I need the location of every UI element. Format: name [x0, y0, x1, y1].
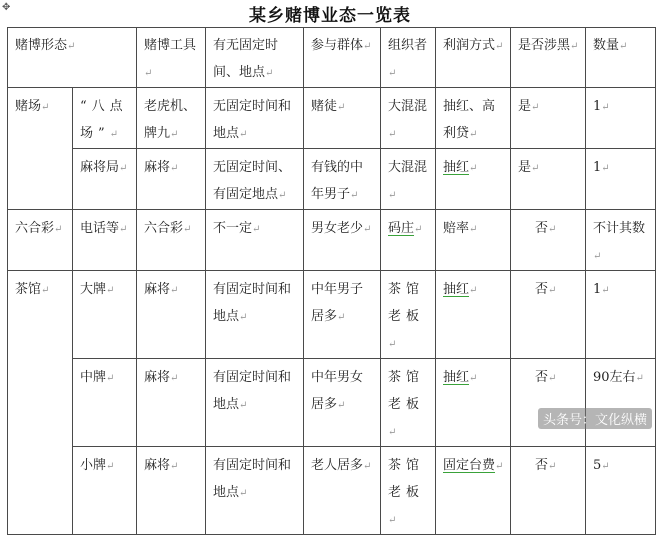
gang-cell: 是↵ — [511, 88, 586, 149]
header-cell-organizer: 组织者↵ — [381, 28, 436, 88]
organizer-cell: 茶馆老板↵ — [381, 359, 436, 447]
count-cell: 90左右↵ — [586, 359, 656, 447]
gang-cell: 否↵ — [511, 447, 586, 535]
profit-cell: 抽红↵ — [436, 149, 511, 210]
move-handle-icon[interactable]: ✥ — [2, 2, 11, 13]
participants-cell: 中年男女居多↵ — [304, 359, 381, 447]
sub-cell: “八点场”↵ — [73, 88, 137, 149]
count-cell: 1↵ — [586, 271, 656, 359]
participants-cell: 有钱的中年男子↵ — [304, 149, 381, 210]
profit-cell: 抽红、高利贷↵ — [436, 88, 511, 149]
gang-cell: 是↵ — [511, 149, 586, 210]
organizer-cell: 茶馆老板↵ — [381, 447, 436, 535]
count-cell: 1↵ — [586, 149, 656, 210]
gang-cell: 否↵ — [511, 210, 586, 271]
count-cell: 不计其数↵ — [586, 210, 656, 271]
table-row — [8, 88, 656, 149]
gang-cell: 否↵ — [511, 271, 586, 359]
time-place-cell: 无固定时间、有固定地点↵ — [206, 149, 304, 210]
time-place-cell: 有固定时间和地点↵ — [206, 359, 304, 447]
header-cell-count: 数量↵ — [586, 28, 656, 88]
organizer-cell: 大混混↵ — [381, 88, 436, 149]
table-row — [8, 359, 656, 447]
organizer-cell: 大混混↵ — [381, 149, 436, 210]
tool-cell: 麻将↵ — [137, 271, 206, 359]
category-cell-lottery: 六合彩↵ — [8, 210, 73, 271]
time-place-cell: 无固定时间和地点↵ — [206, 88, 304, 149]
table-row — [8, 271, 656, 359]
header-cell-participants: 参与群体↵ — [304, 28, 381, 88]
table-row — [8, 210, 656, 271]
table-title: 某乡赌博业态一览表 — [249, 6, 411, 26]
tool-cell: 麻将↵ — [137, 359, 206, 447]
count-cell: 5↵ — [586, 447, 656, 535]
participants-cell: 中年男子居多↵ — [304, 271, 381, 359]
profit-cell: 赔率↵ — [436, 210, 511, 271]
profit-cell: 抽红↵ — [436, 271, 511, 359]
watermark: 头条号：文化纵横 — [538, 408, 652, 429]
header-cell-time-place: 有无固定时间、地点↵ — [206, 28, 304, 88]
gambling-table — [7, 27, 656, 535]
category-cell-casino: 赌场↵ — [8, 88, 73, 210]
table-row — [8, 149, 656, 210]
tool-cell: 麻将↵ — [137, 447, 206, 535]
header-cell-profit: 利润方式↵ — [436, 28, 511, 88]
sub-cell: 电话等↵ — [73, 210, 137, 271]
participants-cell: 男女老少↵ — [304, 210, 381, 271]
profit-cell: 抽红↵ — [436, 359, 511, 447]
header-cell-gang: 是否涉黑↵ — [511, 28, 586, 88]
organizer-cell: 茶馆老板↵ — [381, 271, 436, 359]
sub-cell: 中牌↵ — [73, 359, 137, 447]
header-row — [8, 28, 656, 88]
time-place-cell: 不一定↵ — [206, 210, 304, 271]
category-cell-teahouse: 茶馆↵ — [8, 271, 73, 535]
participants-cell: 老人居多↵ — [304, 447, 381, 535]
participants-cell: 赌徒↵ — [304, 88, 381, 149]
sub-cell: 麻将局↵ — [73, 149, 137, 210]
sub-cell: 小牌↵ — [73, 447, 137, 535]
tool-cell: 六合彩↵ — [137, 210, 206, 271]
count-cell: 1↵ — [586, 88, 656, 149]
time-place-cell: 有固定时间和地点↵ — [206, 447, 304, 535]
organizer-cell: 码庄↵ — [381, 210, 436, 271]
header-cell-form: 赌博形态↵ — [8, 28, 137, 88]
profit-cell: 固定台费↵ — [436, 447, 511, 535]
time-place-cell: 有固定时间和地点↵ — [206, 271, 304, 359]
tool-cell: 麻将↵ — [137, 149, 206, 210]
header-cell-tool: 赌博工具↵ — [137, 28, 206, 88]
table-row — [8, 447, 656, 535]
gang-cell: 否↵ — [511, 359, 586, 447]
sub-cell: 大牌↵ — [73, 271, 137, 359]
tool-cell: 老虎机、牌九↵ — [137, 88, 206, 149]
